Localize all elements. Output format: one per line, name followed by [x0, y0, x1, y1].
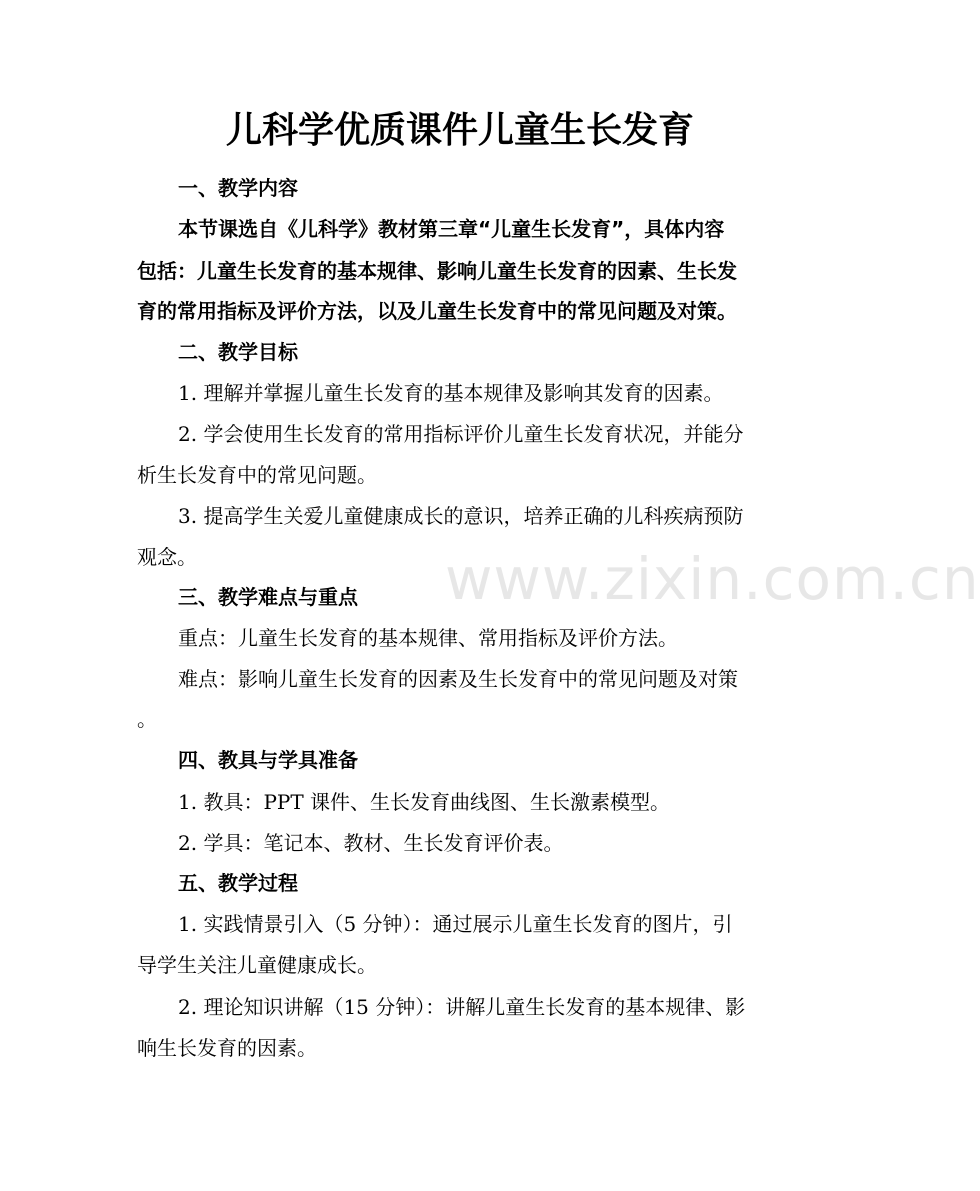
process-item: 1. 实践情景引入（5 分钟）：通过展示儿童生长发育的图片，引: [178, 912, 733, 936]
document-title: 儿科学优质课件儿童生长发育: [225, 110, 694, 151]
watermark: www.zixin.com.cn: [445, 545, 980, 613]
objective-item: 1. 理解并掌握儿童生长发育的基本规律及影响其发育的因素。: [178, 381, 724, 405]
paragraph-line: 包括：儿童生长发育的基本规律、影响儿童生长发育的因素、生长发: [137, 259, 737, 283]
key-point-line: 重点：儿童生长发育的基本规律、常用指标及评价方法。: [178, 626, 678, 650]
process-item-continued: 导学生关注儿童健康成长。: [137, 953, 377, 977]
objective-item: 2. 学会使用生长发育的常用指标评价儿童生长发育状况，并能分: [178, 422, 744, 446]
objective-item-continued: 析生长发育中的常见问题。: [137, 463, 377, 487]
section-heading-materials: 四、教具与学具准备: [178, 748, 358, 772]
section-heading-objectives: 二、教学目标: [178, 340, 298, 364]
paragraph-line: 育的常用指标及评价方法，以及儿童生长发育中的常见问题及对策。: [137, 299, 737, 323]
section-heading-process: 五、教学过程: [178, 871, 298, 895]
paragraph-line: 本节课选自《儿科学》教材第三章“儿童生长发育”，具体内容: [178, 217, 725, 241]
process-item: 2. 理论知识讲解（15 分钟）：讲解儿童生长发育的基本规律、影: [178, 995, 746, 1019]
materials-item: 1. 教具：PPT 课件、生长发育曲线图、生长激素模型。: [178, 790, 671, 814]
difficulty-line: 难点：影响儿童生长发育的因素及生长发育中的常见问题及对策: [178, 667, 738, 691]
materials-item: 2. 学具：笔记本、教材、生长发育评价表。: [178, 831, 564, 855]
process-item-continued: 响生长发育的因素。: [137, 1036, 317, 1060]
objective-item: 3. 提高学生关爱儿童健康成长的意识，培养正确的儿科疾病预防: [178, 504, 744, 528]
difficulty-line-continued: 。: [137, 707, 157, 731]
section-heading-key-points: 三、教学难点与重点: [178, 585, 358, 609]
section-heading-content: 一、教学内容: [178, 176, 298, 200]
objective-item-continued: 观念。: [137, 545, 197, 569]
